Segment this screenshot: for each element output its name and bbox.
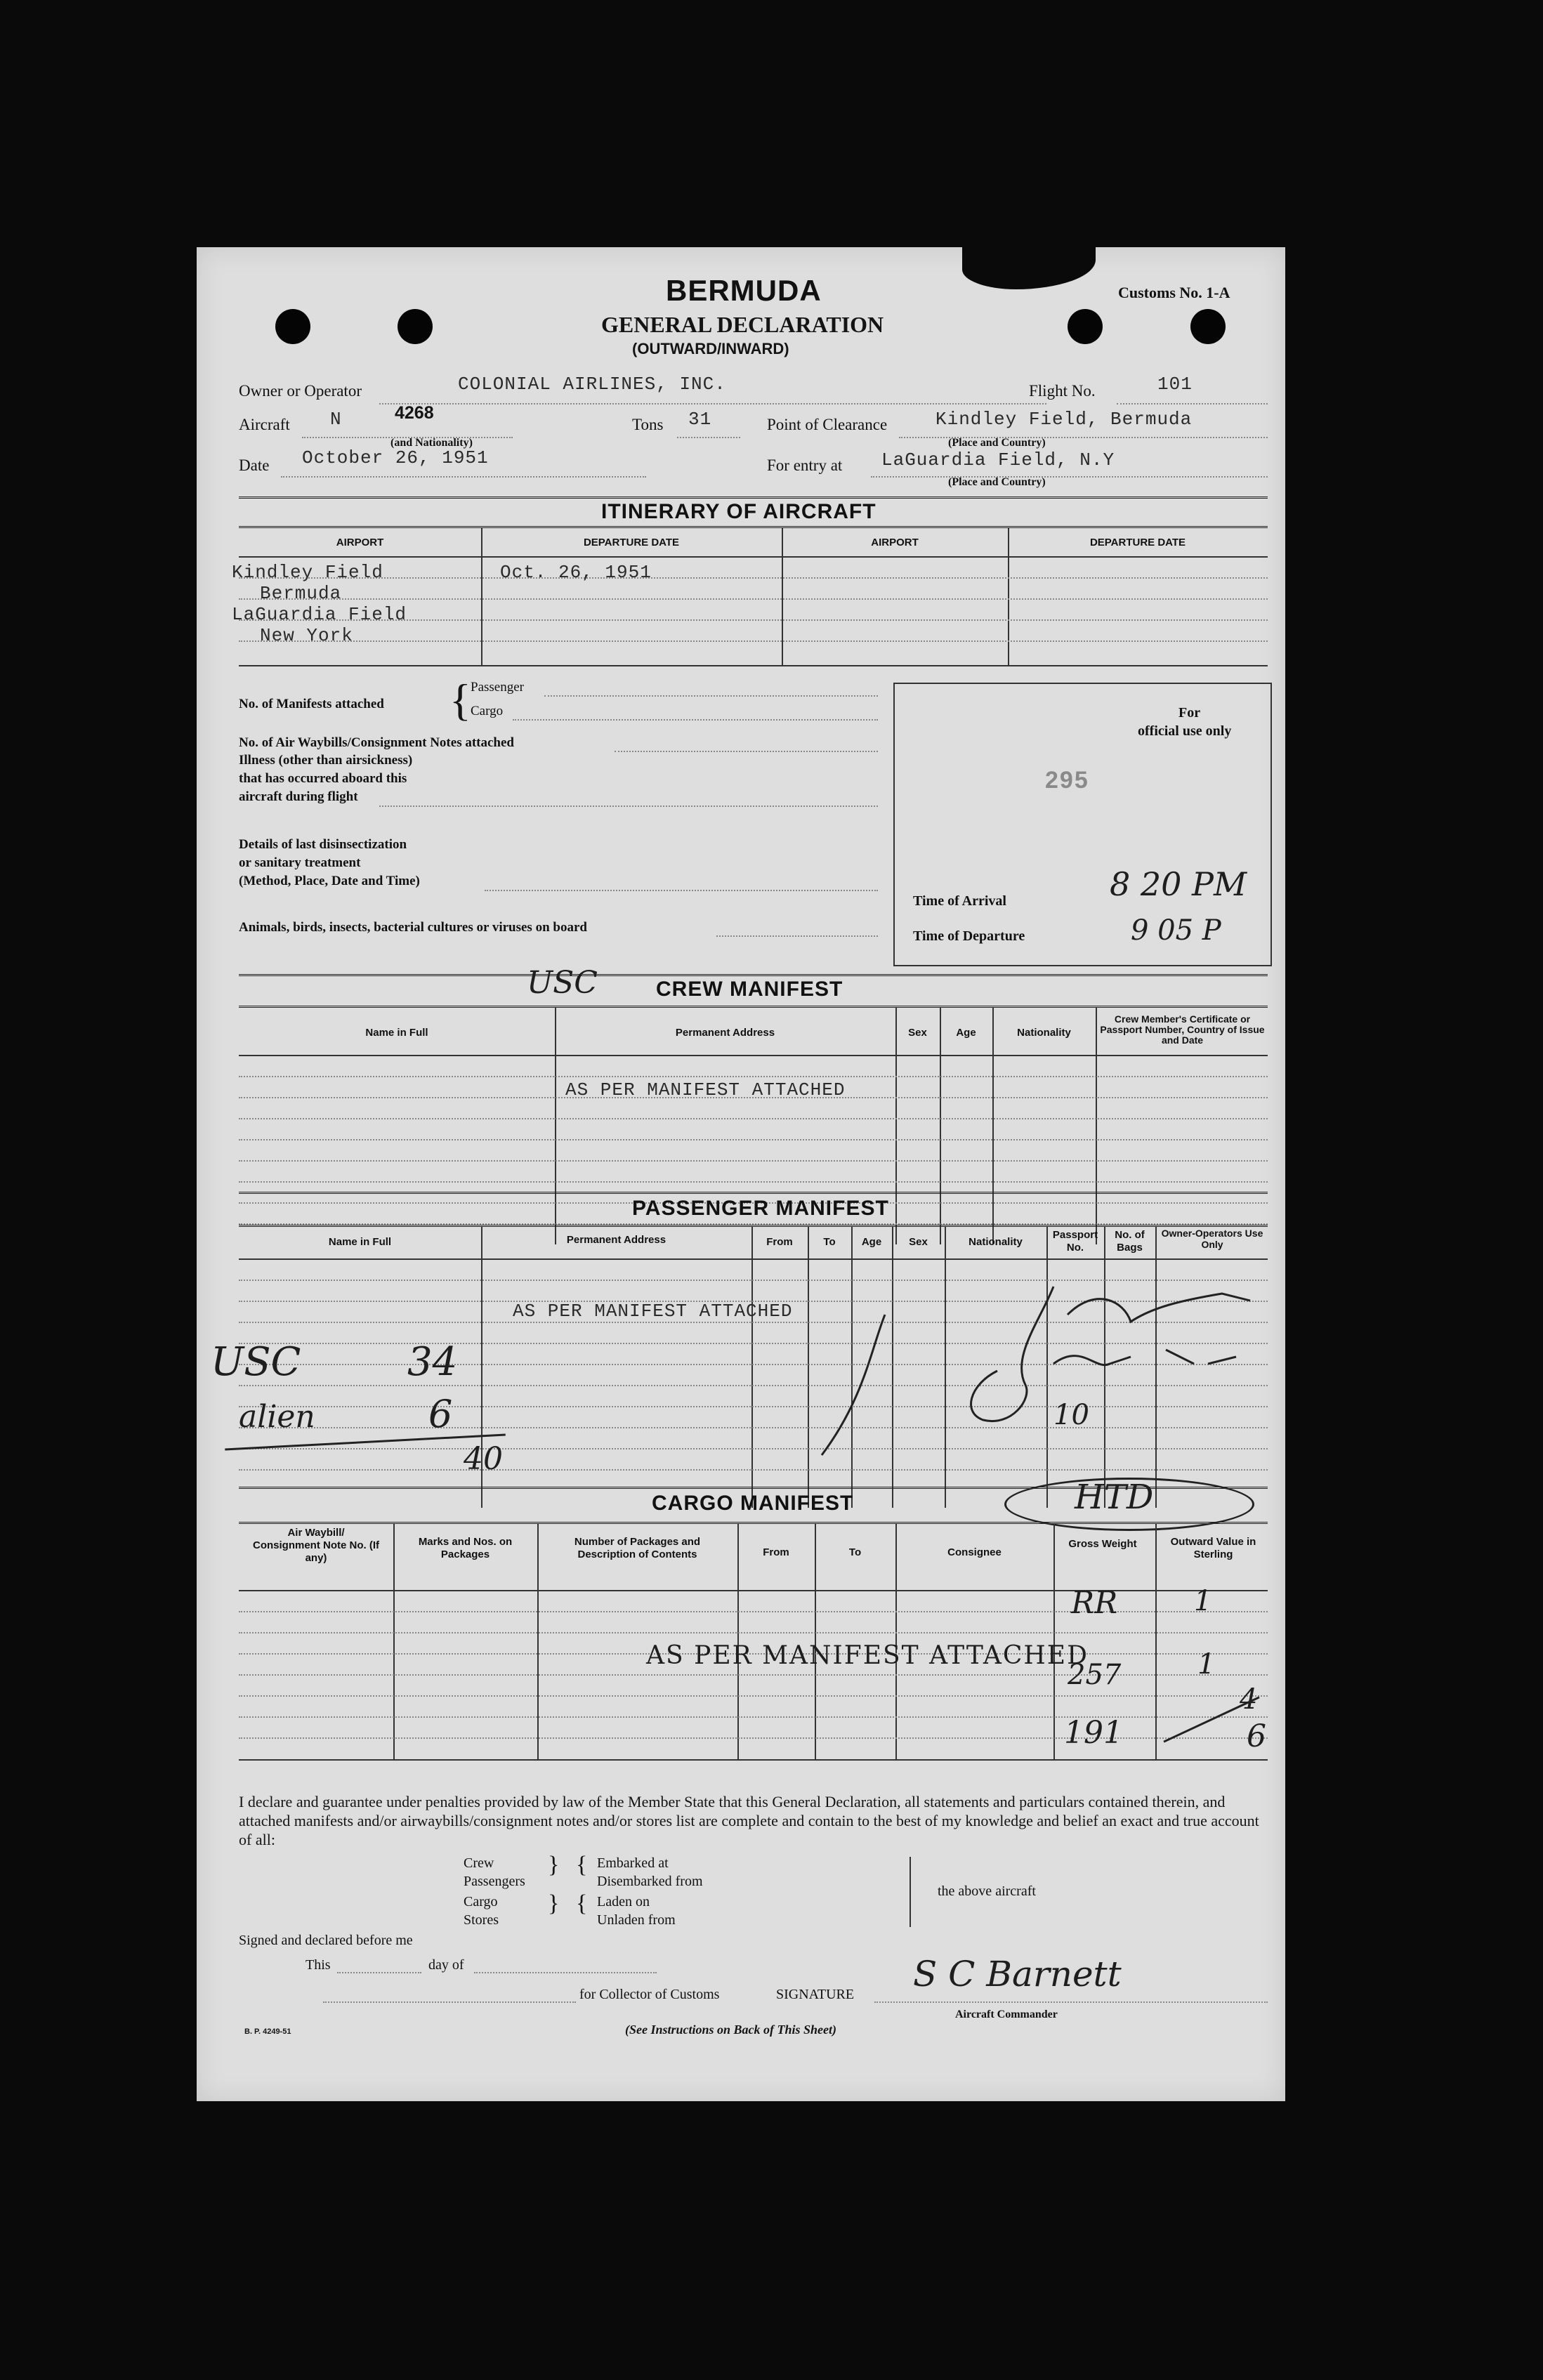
itinerary-header-airport: AIRPORT bbox=[336, 537, 384, 548]
illness-line-2: that has occurred aboard this bbox=[239, 771, 407, 786]
illness-line-1: Illness (other than airsickness) bbox=[239, 753, 413, 768]
declaration-laden: Laden on bbox=[597, 1894, 650, 1909]
crew-header-name: Name in Full bbox=[365, 1027, 428, 1039]
cargo-header-waybill: Air Waybill/ Consignment Note No. (If any) bbox=[253, 1527, 379, 1564]
crew-header-certificate: Crew Member's Certificate or Passport Number, Country of Issue and Date bbox=[1100, 1013, 1265, 1046]
punch-hole bbox=[1190, 309, 1226, 344]
declaration-disembarked: Disembarked from bbox=[597, 1874, 703, 1889]
entry-label: For entry at bbox=[767, 456, 843, 474]
cargo-hand-value-2: 1 bbox=[1197, 1648, 1216, 1681]
cargo-hand-value-3: 4 bbox=[1240, 1683, 1258, 1716]
manifests-cargo: Cargo bbox=[471, 704, 504, 718]
itinerary-airport-1: Kindley Field bbox=[232, 562, 383, 583]
disinsect-line-3: (Method, Place, Date and Time) bbox=[239, 874, 420, 888]
punch-hole bbox=[275, 309, 310, 344]
cargo-title: CARGO MANIFEST bbox=[652, 1492, 854, 1515]
aircraft-registration: 4268 bbox=[395, 403, 434, 423]
passenger-header-sex: Sex bbox=[909, 1236, 928, 1248]
itinerary-header-departure: DEPARTURE DATE bbox=[583, 537, 680, 548]
passenger-header-passport: Passport No. bbox=[1052, 1229, 1098, 1254]
manifests-label: No. of Manifests attached bbox=[239, 697, 384, 711]
illness-line-3: aircraft during flight bbox=[239, 789, 358, 804]
flight-value: 101 bbox=[1157, 374, 1193, 395]
crew-header-address: Permanent Address bbox=[675, 1027, 775, 1039]
declaration-commander: Aircraft Commander bbox=[955, 2008, 1058, 2020]
itinerary-header-airport-2: AIRPORT bbox=[871, 537, 919, 548]
tons-value: 31 bbox=[688, 409, 712, 430]
crew-header-nationality: Nationality bbox=[1017, 1027, 1071, 1039]
declaration-signature: S C Barnett bbox=[913, 1954, 1122, 1994]
form-subtitle: GENERAL DECLARATION bbox=[601, 312, 884, 337]
disinsect-line-2: or sanitary treatment bbox=[239, 855, 361, 870]
passenger-hand-counts: 10 bbox=[1053, 1399, 1089, 1431]
cargo-header-from: From bbox=[763, 1546, 789, 1558]
declaration-text: I declare and guarantee under penalties provided by law of the Member State that this General Declaration, all statements and particulars contained therein, and attached manifests and/or airwaybills/consignment notes and/or stores list are complete and contain to the best of my knowledge and belief an exact and true account of all: bbox=[239, 1793, 1259, 1848]
crew-note: AS PER MANIFEST ATTACHED bbox=[565, 1079, 846, 1100]
declaration-passengers: Passengers bbox=[464, 1874, 525, 1889]
arrival-label: Time of Arrival bbox=[913, 893, 1006, 909]
cargo-header-consignee: Consignee bbox=[947, 1546, 1002, 1558]
departure-handwritten: 9 05 P bbox=[1131, 914, 1221, 947]
crew-handwritten-mark: USC bbox=[527, 965, 598, 1001]
declaration-cargo: Cargo bbox=[464, 1894, 498, 1909]
declaration-stores: Stores bbox=[464, 1912, 499, 1928]
itinerary-title: ITINERARY OF AIRCRAFT bbox=[601, 500, 876, 523]
declaration-print-code: B. P. 4249-51 bbox=[244, 2027, 291, 2036]
clearance-label: Point of Clearance bbox=[767, 416, 888, 433]
passenger-header-owner-use: Owner-Operators Use Only bbox=[1161, 1228, 1263, 1250]
date-label: Date bbox=[239, 456, 270, 474]
official-use-label: official use only bbox=[1138, 723, 1232, 739]
entry-note: (Place and Country) bbox=[948, 476, 1046, 488]
declaration-unladen: Unladen from bbox=[597, 1912, 676, 1928]
passenger-header-bags: No. of Bags bbox=[1115, 1229, 1145, 1254]
owner-value: COLONIAL AIRLINES, INC. bbox=[458, 374, 726, 395]
declaration-signed: Signed and declared before me bbox=[239, 1933, 413, 1948]
declaration-day-of: day of bbox=[428, 1957, 464, 1973]
flight-label: Flight No. bbox=[1029, 382, 1096, 400]
animals-label: Animals, birds, insects, bacterial cultures or viruses on board bbox=[239, 920, 587, 935]
passenger-header-nationality: Nationality bbox=[969, 1236, 1023, 1248]
passenger-hand-usc-count: 34 bbox=[407, 1339, 458, 1385]
passenger-header-age: Age bbox=[861, 1236, 882, 1248]
cargo-header-marks: Marks and Nos. on Packages bbox=[418, 1536, 513, 1560]
cargo-hand-value-4: 6 bbox=[1247, 1718, 1266, 1754]
declaration-crew: Crew bbox=[464, 1855, 494, 1871]
tons-label: Tons bbox=[632, 416, 664, 433]
itinerary-airport-2-country: New York bbox=[260, 625, 353, 646]
official-stamp-number: 295 bbox=[1045, 767, 1089, 794]
arrival-handwritten: 8 20 PM bbox=[1110, 865, 1247, 903]
passenger-header-address: Permanent Address bbox=[566, 1234, 667, 1246]
itinerary-airport-1-country: Bermuda bbox=[260, 583, 342, 604]
aircraft-label: Aircraft bbox=[239, 416, 290, 433]
declaration-signature-label: SIGNATURE bbox=[776, 1987, 855, 2002]
cargo-header-to: To bbox=[848, 1546, 862, 1558]
declaration-instructions: (See Instructions on Back of This Sheet) bbox=[625, 2023, 837, 2037]
cargo-header-value: Outward Value in Sterling bbox=[1170, 1536, 1256, 1560]
entry-value: LaGuardia Field, N.Y bbox=[881, 449, 1115, 471]
aircraft-note: (and Nationality) bbox=[390, 437, 473, 449]
passenger-header-name: Name in Full bbox=[328, 1236, 392, 1248]
passenger-hand-alien: alien bbox=[239, 1399, 315, 1435]
manifests-passenger: Passenger bbox=[471, 680, 524, 695]
declaration-form: BERMUDA GENERAL DECLARATION (OUTWARD/INWARD) Customs No. 1-A Owner or Operator COLONIAL AIRLINES, INC. Flight No. 101 Aircraft N 4268 (and Nationality) Tons 31 Point of Clearance Kindley Field, Bermuda (Place and Country) Date October 26, 1951 For entry at LaGuardia Field, N.Y (Place and Country) ITINERARY OF AIRCRAFT AIRPORT DEPARTURE DATE AIRPORT DEPARTURE DATE Kindley Field Bermuda LaGuardia Field New York Oct. 26, 1951 No. of Manifests attached { Passenger Cargo No. of Air Waybills/Consignment Notes attached Illness (other than airsickness) that has occurred aboard this aircraft during flight Details of last disinsectization or sanitary treatment (Method, Place, Date and Time) Animals, birds, insects, bacterial cultures or viruses on board For official use only 295 Time of Arrival 8 20 PM Time of Departure 9 05 P CREW MANIFEST USC Name in Full Permanent Address Sex Age Nationality Crew Member's Certificate or Passport Number, Country of Issue and Date AS PER MANIFEST ATTACHED PASSENGER MANIFEST Name in Full Permanent Address From To Age Sex Nationality Passport No. No. of Bags Owner-Operators Use Only AS PER MANIFEST ATTACHED USC 34 alien 6 40 10 CARGO MANIFEST HTD Air Waybill/ Consignment Note No. (If any) Marks and Nos. on Packages Number of Packages and Description of Contents From To Consignee Gross Weight Outward Value in Sterling AS PER MANIFEST ATTACHED RR 257 191 1 1 4 6 I declare and guarantee under penalties provided by law of the Member State that this General Declaration, all statements and particulars contained therein, and attached manifests and/or airwaybills/consignment notes and/or stores list are complete and contain to the best of my knowledge and belief an exact and true account of all: Crew Passengers Cargo Stores } } { { Embarked at Disembarked from Laden on Unladen from the above aircraft Signed and declared before me This day of for Collector of Customs SIGNATURE S C Barnett Aircraft Commander (See Instructions on Back of This Sheet) B. P. 4249-51 bbox=[197, 247, 1285, 2101]
official-for-label: For bbox=[1178, 705, 1201, 721]
torn-corner bbox=[962, 240, 1096, 289]
passenger-header-to: To bbox=[823, 1236, 836, 1248]
aircraft-nationality: N bbox=[330, 409, 342, 430]
cargo-hand-257: 257 bbox=[1068, 1659, 1122, 1691]
cargo-hand-initials: HTD bbox=[1075, 1478, 1154, 1517]
cargo-note: AS PER MANIFEST ATTACHED bbox=[646, 1641, 1089, 1670]
declaration-this: This bbox=[306, 1957, 331, 1973]
date-value: October 26, 1951 bbox=[302, 447, 489, 468]
passenger-hand-scribbles bbox=[801, 1258, 1278, 1469]
form-title: BERMUDA bbox=[666, 274, 822, 307]
cargo-header-packages: Number of Packages and Description of Contents bbox=[574, 1536, 701, 1560]
clearance-note: (Place and Country) bbox=[948, 437, 1046, 449]
form-direction: (OUTWARD/INWARD) bbox=[632, 340, 789, 357]
passenger-hand-usc: USC bbox=[211, 1339, 301, 1385]
waybills-label: No. of Air Waybills/Consignment Notes attached bbox=[239, 735, 514, 750]
crew-header-age: Age bbox=[956, 1027, 976, 1039]
departure-time-label: Time of Departure bbox=[913, 928, 1025, 944]
disinsect-line-1: Details of last disinsectization bbox=[239, 837, 407, 852]
itinerary-departure-1: Oct. 26, 1951 bbox=[500, 562, 652, 583]
declaration-embarked: Embarked at bbox=[597, 1855, 669, 1871]
owner-label: Owner or Operator bbox=[239, 382, 362, 400]
passenger-title: PASSENGER MANIFEST bbox=[632, 1197, 889, 1220]
declaration-above-aircraft: the above aircraft bbox=[938, 1883, 1036, 1899]
crew-header-sex: Sex bbox=[908, 1027, 927, 1039]
cargo-hand-rr: RR bbox=[1071, 1585, 1118, 1621]
cargo-hand-value-1: 1 bbox=[1194, 1585, 1212, 1617]
declaration-collector: for Collector of Customs bbox=[579, 1987, 720, 2002]
passenger-note: AS PER MANIFEST ATTACHED bbox=[513, 1301, 793, 1322]
crew-title: CREW MANIFEST bbox=[656, 978, 843, 1001]
punch-hole bbox=[1068, 309, 1103, 344]
cargo-hand-191: 191 bbox=[1064, 1715, 1123, 1751]
clearance-value: Kindley Field, Bermuda bbox=[935, 409, 1193, 430]
passenger-hand-alien-count: 6 bbox=[428, 1392, 453, 1436]
punch-hole bbox=[398, 309, 433, 344]
itinerary-airport-2: LaGuardia Field bbox=[232, 604, 407, 625]
passenger-header-from: From bbox=[766, 1236, 793, 1248]
cargo-header-weight: Gross Weight bbox=[1068, 1538, 1137, 1550]
form-number: Customs No. 1-A bbox=[1118, 284, 1230, 301]
passenger-hand-total: 40 bbox=[464, 1441, 503, 1477]
itinerary-header-departure-2: DEPARTURE DATE bbox=[1089, 537, 1186, 548]
